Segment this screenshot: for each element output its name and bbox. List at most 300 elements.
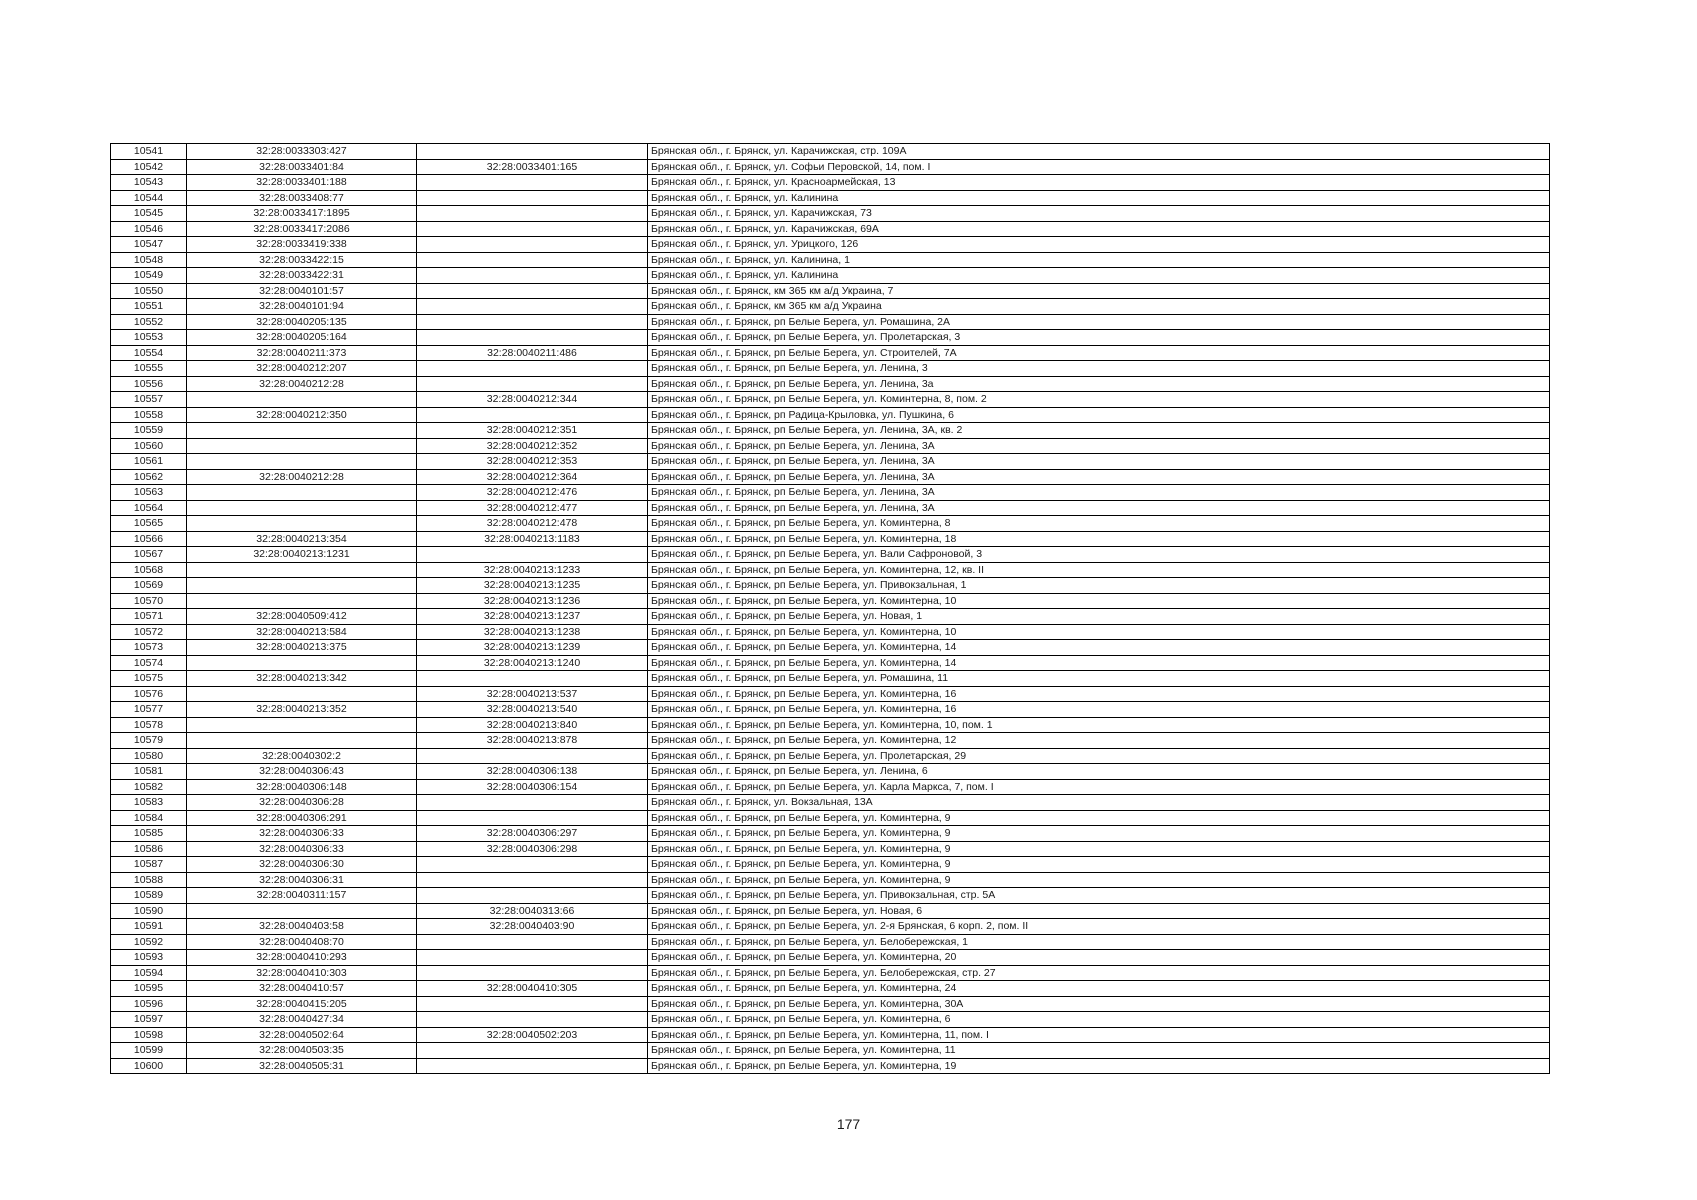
row-number-cell: 10598 [111, 1027, 187, 1043]
address-cell: Брянская обл., г. Брянск, рп Белые Берега, ул. Коминтерна, 9 [648, 872, 1550, 888]
related-cadastral-number-cell: 32:28:0040410:305 [417, 981, 648, 997]
related-cadastral-number-cell: 32:28:0040212:352 [417, 438, 648, 454]
row-number-cell: 10558 [111, 407, 187, 423]
cadastral-number-cell: 32:28:0033422:31 [187, 268, 417, 284]
cadastral-number-cell: 32:28:0040306:31 [187, 872, 417, 888]
row-number-cell: 10597 [111, 1012, 187, 1028]
row-number-cell: 10594 [111, 965, 187, 981]
address-cell: Брянская обл., г. Брянск, рп Белые Берега, ул. Ленина, 3А [648, 454, 1550, 470]
related-cadastral-number-cell: 32:28:0040213:1236 [417, 593, 648, 609]
row-number-cell: 10575 [111, 671, 187, 687]
row-number-cell: 10563 [111, 485, 187, 501]
table-row [111, 175, 1550, 191]
cadastral-number-cell: 32:28:0040213:584 [187, 624, 417, 640]
address-cell: Брянская обл., г. Брянск, рп Белые Берега, ул. Коминтерна, 9 [648, 857, 1550, 873]
address-cell: Брянская обл., г. Брянск, рп Белые Берега, ул. Коминтерна, 10 [648, 624, 1550, 640]
cadastral-number-cell: 32:28:0040306:28 [187, 795, 417, 811]
cadastral-number-cell: 32:28:0040211:373 [187, 345, 417, 361]
related-cadastral-number-cell: 32:28:0040212:478 [417, 516, 648, 532]
row-number-cell: 10567 [111, 547, 187, 563]
related-cadastral-number-cell: 32:28:0040213:537 [417, 686, 648, 702]
related-cadastral-number-cell [417, 190, 648, 206]
address-cell: Брянская обл., г. Брянск, рп Белые Берега, ул. Коминтерна, 16 [648, 702, 1550, 718]
table-row [111, 500, 1550, 516]
related-cadastral-number-cell: 32:28:0040211:486 [417, 345, 648, 361]
address-cell: Брянская обл., г. Брянск, рп Белые Берега, ул. Коминтерна, 12 [648, 733, 1550, 749]
related-cadastral-number-cell: 32:28:0033401:165 [417, 159, 648, 175]
related-cadastral-number-cell: 32:28:0040212:351 [417, 423, 648, 439]
row-number-cell: 10566 [111, 531, 187, 547]
table-row [111, 934, 1550, 950]
cadastral-number-cell: 32:28:0040205:164 [187, 330, 417, 346]
row-number-cell: 10573 [111, 640, 187, 656]
related-cadastral-number-cell [417, 252, 648, 268]
row-number-cell: 10562 [111, 469, 187, 485]
row-number-cell: 10551 [111, 299, 187, 315]
address-cell: Брянская обл., г. Брянск, рп Белые Берега, ул. Белобережская, 1 [648, 934, 1550, 950]
related-cadastral-number-cell: 32:28:0040213:1233 [417, 562, 648, 578]
cadastral-number-cell [187, 562, 417, 578]
cadastral-number-cell [187, 485, 417, 501]
related-cadastral-number-cell [417, 175, 648, 191]
address-cell: Брянская обл., г. Брянск, рп Белые Берега, ул. Ленина, 3А, кв. 2 [648, 423, 1550, 439]
row-number-cell: 10564 [111, 500, 187, 516]
table-row [111, 221, 1550, 237]
table-row [111, 795, 1550, 811]
table-row [111, 361, 1550, 377]
related-cadastral-number-cell [417, 144, 648, 160]
table-row [111, 547, 1550, 563]
row-number-cell: 10586 [111, 841, 187, 857]
row-number-cell: 10596 [111, 996, 187, 1012]
related-cadastral-number-cell [417, 934, 648, 950]
cadastral-number-cell: 32:28:0040212:350 [187, 407, 417, 423]
table-row [111, 1058, 1550, 1074]
cadastral-number-cell: 32:28:0040212:207 [187, 361, 417, 377]
related-cadastral-number-cell [417, 1058, 648, 1074]
address-cell: Брянская обл., г. Брянск, рп Белые Берега, ул. Коминтерна, 11, пом. I [648, 1027, 1550, 1043]
related-cadastral-number-cell [417, 857, 648, 873]
related-cadastral-number-cell [417, 996, 648, 1012]
table-row [111, 330, 1550, 346]
address-cell: Брянская обл., г. Брянск, рп Белые Берега, ул. Коминтерна, 14 [648, 655, 1550, 671]
row-number-cell: 10561 [111, 454, 187, 470]
related-cadastral-number-cell: 32:28:0040213:1183 [417, 531, 648, 547]
cadastral-number-cell [187, 516, 417, 532]
table-row [111, 485, 1550, 501]
address-cell: Брянская обл., г. Брянск, рп Белые Берега, ул. Пролетарская, 29 [648, 748, 1550, 764]
related-cadastral-number-cell [417, 872, 648, 888]
address-cell: Брянская обл., г. Брянск, рп Белые Берега, ул. Вали Сафроновой, 3 [648, 547, 1550, 563]
related-cadastral-number-cell: 32:28:0040212:477 [417, 500, 648, 516]
row-number-cell: 10553 [111, 330, 187, 346]
address-cell: Брянская обл., г. Брянск, рп Белые Берега, ул. Карла Маркса, 7, пом. I [648, 779, 1550, 795]
row-number-cell: 10593 [111, 950, 187, 966]
address-cell: Брянская обл., г. Брянск, ул. Карачижская, 69А [648, 221, 1550, 237]
row-number-cell: 10591 [111, 919, 187, 935]
table-row [111, 888, 1550, 904]
table-row [111, 469, 1550, 485]
page-number: 177 [836, 1116, 861, 1132]
cadastral-number-cell [187, 686, 417, 702]
related-cadastral-number-cell [417, 748, 648, 764]
cadastral-number-cell: 32:28:0040306:291 [187, 810, 417, 826]
table-row [111, 764, 1550, 780]
table-row [111, 314, 1550, 330]
table-row [111, 857, 1550, 873]
table-row [111, 438, 1550, 454]
related-cadastral-number-cell [417, 268, 648, 284]
row-number-cell: 10583 [111, 795, 187, 811]
row-number-cell: 10581 [111, 764, 187, 780]
address-cell: Брянская обл., г. Брянск, рп Белые Берега, ул. Коминтерна, 8, пом. 2 [648, 392, 1550, 408]
table-row [111, 686, 1550, 702]
cadastral-number-cell [187, 423, 417, 439]
address-cell: Брянская обл., г. Брянск, рп Белые Берега, ул. Коминтерна, 8 [648, 516, 1550, 532]
row-number-cell: 10570 [111, 593, 187, 609]
related-cadastral-number-cell [417, 888, 648, 904]
cadastral-number-cell: 32:28:0040213:352 [187, 702, 417, 718]
address-cell: Брянская обл., г. Брянск, рп Белые Берега, ул. Пролетарская, 3 [648, 330, 1550, 346]
related-cadastral-number-cell [417, 1043, 648, 1059]
address-cell: Брянская обл., г. Брянск, рп Белые Берега, ул. Коминтерна, 18 [648, 531, 1550, 547]
related-cadastral-number-cell: 32:28:0040213:1235 [417, 578, 648, 594]
cadastral-number-cell [187, 392, 417, 408]
row-number-cell: 10592 [111, 934, 187, 950]
row-number-cell: 10541 [111, 144, 187, 160]
table-row [111, 1043, 1550, 1059]
related-cadastral-number-cell [417, 950, 648, 966]
table-row [111, 299, 1550, 315]
address-cell: Брянская обл., г. Брянск, рп Белые Берега, ул. Привокзальная, 1 [648, 578, 1550, 594]
related-cadastral-number-cell: 32:28:0040213:1239 [417, 640, 648, 656]
cadastral-number-cell: 32:28:0040311:157 [187, 888, 417, 904]
row-number-cell: 10555 [111, 361, 187, 377]
cadastral-number-cell: 32:28:0040503:35 [187, 1043, 417, 1059]
address-cell: Брянская обл., г. Брянск, рп Белые Берега, ул. Коминтерна, 10 [648, 593, 1550, 609]
related-cadastral-number-cell [417, 237, 648, 253]
related-cadastral-number-cell [417, 299, 648, 315]
cadastral-number-cell [187, 733, 417, 749]
address-cell: Брянская обл., г. Брянск, рп Белые Берега, ул. Коминтерна, 9 [648, 826, 1550, 842]
cadastral-number-cell: 32:28:0033303:427 [187, 144, 417, 160]
address-cell: Брянская обл., г. Брянск, рп Белые Берега, ул. Коминтерна, 12, кв. II [648, 562, 1550, 578]
row-number-cell: 10544 [111, 190, 187, 206]
address-cell: Брянская обл., г. Брянск, км 365 км а/д Украина [648, 299, 1550, 315]
row-number-cell: 10546 [111, 221, 187, 237]
address-cell: Брянская обл., г. Брянск, рп Белые Берега, ул. Новая, 6 [648, 903, 1550, 919]
table-row [111, 965, 1550, 981]
address-cell: Брянская обл., г. Брянск, рп Белые Берега, ул. Ленина, 3А [648, 500, 1550, 516]
address-cell: Брянская обл., г. Брянск, рп Белые Берега, ул. Ленина, 6 [648, 764, 1550, 780]
cadastral-number-cell: 32:28:0040302:2 [187, 748, 417, 764]
address-cell: Брянская обл., г. Брянск, ул. Карачижская, стр. 109А [648, 144, 1550, 160]
address-cell: Брянская обл., г. Брянск, рп Белые Берега, ул. Ленина, 3а [648, 376, 1550, 392]
table-row [111, 702, 1550, 718]
related-cadastral-number-cell [417, 547, 648, 563]
row-number-cell: 10545 [111, 206, 187, 222]
cadastral-number-cell: 32:28:0040410:293 [187, 950, 417, 966]
address-cell: Брянская обл., г. Брянск, рп Белые Берега, ул. Ромашина, 2А [648, 314, 1550, 330]
cadastral-number-cell: 32:28:0033419:338 [187, 237, 417, 253]
row-number-cell: 10550 [111, 283, 187, 299]
address-cell: Брянская обл., г. Брянск, ул. Калинина, 1 [648, 252, 1550, 268]
row-number-cell: 10574 [111, 655, 187, 671]
cadastral-number-cell [187, 655, 417, 671]
table-row [111, 283, 1550, 299]
row-number-cell: 10590 [111, 903, 187, 919]
cadastral-number-cell: 32:28:0033401:84 [187, 159, 417, 175]
row-number-cell: 10584 [111, 810, 187, 826]
related-cadastral-number-cell: 32:28:0040213:540 [417, 702, 648, 718]
related-cadastral-number-cell [417, 1012, 648, 1028]
table-row [111, 640, 1550, 656]
address-cell: Брянская обл., г. Брянск, рп Белые Берега, ул. Ромашина, 11 [648, 671, 1550, 687]
cadastral-number-cell: 32:28:0033422:15 [187, 252, 417, 268]
row-number-cell: 10578 [111, 717, 187, 733]
cadastral-number-cell: 32:28:0040205:135 [187, 314, 417, 330]
related-cadastral-number-cell [417, 206, 648, 222]
address-cell: Брянская обл., г. Брянск, ул. Калинина [648, 268, 1550, 284]
cadastral-number-cell [187, 500, 417, 516]
cadastral-number-cell: 32:28:0033408:77 [187, 190, 417, 206]
address-cell: Брянская обл., г. Брянск, рп Белые Берега, ул. Коминтерна, 19 [648, 1058, 1550, 1074]
address-cell: Брянская обл., г. Брянск, рп Белые Берега, ул. Ленина, 3А [648, 485, 1550, 501]
related-cadastral-number-cell [417, 376, 648, 392]
table-row [111, 392, 1550, 408]
table-row [111, 531, 1550, 547]
table-row [111, 376, 1550, 392]
row-number-cell: 10599 [111, 1043, 187, 1059]
row-number-cell: 10552 [111, 314, 187, 330]
row-number-cell: 10582 [111, 779, 187, 795]
address-cell: Брянская обл., г. Брянск, рп Белые Берега, ул. Коминтерна, 24 [648, 981, 1550, 997]
cadastral-number-cell: 32:28:0040408:70 [187, 934, 417, 950]
cadastral-number-cell: 32:28:0040212:28 [187, 469, 417, 485]
address-cell: Брянская обл., г. Брянск, рп Белые Берега, ул. Новая, 1 [648, 609, 1550, 625]
row-number-cell: 10543 [111, 175, 187, 191]
table-row [111, 919, 1550, 935]
related-cadastral-number-cell: 32:28:0040212:476 [417, 485, 648, 501]
cadastral-number-cell: 32:28:0040509:412 [187, 609, 417, 625]
table-row [111, 872, 1550, 888]
cadastral-number-cell: 32:28:0040213:1231 [187, 547, 417, 563]
related-cadastral-number-cell [417, 330, 648, 346]
cadastral-number-cell: 32:28:0040101:57 [187, 283, 417, 299]
row-number-cell: 10571 [111, 609, 187, 625]
table-row [111, 407, 1550, 423]
row-number-cell: 10595 [111, 981, 187, 997]
row-number-cell: 10560 [111, 438, 187, 454]
row-number-cell: 10568 [111, 562, 187, 578]
row-number-cell: 10580 [111, 748, 187, 764]
cadastral-number-cell: 32:28:0040213:342 [187, 671, 417, 687]
table-row [111, 841, 1550, 857]
cadastral-number-cell [187, 454, 417, 470]
address-cell: Брянская обл., г. Брянск, рп Белые Берега, ул. Коминтерна, 9 [648, 810, 1550, 826]
table-row [111, 1012, 1550, 1028]
row-number-cell: 10587 [111, 857, 187, 873]
address-cell: Брянская обл., г. Брянск, рп Белые Берега, ул. Ленина, 3 [648, 361, 1550, 377]
address-cell: Брянская обл., г. Брянск, рп Белые Берега, ул. Коминтерна, 16 [648, 686, 1550, 702]
related-cadastral-number-cell: 32:28:0040213:1240 [417, 655, 648, 671]
registry-table-body [111, 144, 1550, 1074]
related-cadastral-number-cell: 32:28:0040313:66 [417, 903, 648, 919]
related-cadastral-number-cell: 32:28:0040213:1237 [417, 609, 648, 625]
related-cadastral-number-cell [417, 221, 648, 237]
cadastral-number-cell: 32:28:0040101:94 [187, 299, 417, 315]
row-number-cell: 10577 [111, 702, 187, 718]
table-row [111, 252, 1550, 268]
address-cell: Брянская обл., г. Брянск, ул. Вокзальная, 13А [648, 795, 1550, 811]
cadastral-number-cell: 32:28:0040502:64 [187, 1027, 417, 1043]
related-cadastral-number-cell [417, 965, 648, 981]
address-cell: Брянская обл., г. Брянск, ул. Софьи Перовской, 14, пом. I [648, 159, 1550, 175]
related-cadastral-number-cell: 32:28:0040306:138 [417, 764, 648, 780]
cadastral-number-cell: 32:28:0040306:33 [187, 826, 417, 842]
table-row [111, 206, 1550, 222]
row-number-cell: 10565 [111, 516, 187, 532]
address-cell: Брянская обл., г. Брянск, рп Белые Берега, ул. Ленина, 3А [648, 469, 1550, 485]
related-cadastral-number-cell: 32:28:0040212:364 [417, 469, 648, 485]
row-number-cell: 10569 [111, 578, 187, 594]
table-row [111, 423, 1550, 439]
table-row [111, 981, 1550, 997]
related-cadastral-number-cell [417, 361, 648, 377]
related-cadastral-number-cell: 32:28:0040213:840 [417, 717, 648, 733]
table-row [111, 810, 1550, 826]
row-number-cell: 10579 [111, 733, 187, 749]
address-cell: Брянская обл., г. Брянск, рп Белые Берега, ул. Ленина, 3А [648, 438, 1550, 454]
row-number-cell: 10585 [111, 826, 187, 842]
related-cadastral-number-cell [417, 795, 648, 811]
address-cell: Брянская обл., г. Брянск, км 365 км а/д Украина, 7 [648, 283, 1550, 299]
table-row [111, 748, 1550, 764]
table-row [111, 562, 1550, 578]
row-number-cell: 10548 [111, 252, 187, 268]
row-number-cell: 10576 [111, 686, 187, 702]
address-cell: Брянская обл., г. Брянск, рп Белые Берега, ул. Строителей, 7А [648, 345, 1550, 361]
related-cadastral-number-cell: 32:28:0040502:203 [417, 1027, 648, 1043]
cadastral-number-cell: 32:28:0040410:57 [187, 981, 417, 997]
cadastral-number-cell: 32:28:0040306:148 [187, 779, 417, 795]
table-row [111, 903, 1550, 919]
cadastral-number-cell [187, 717, 417, 733]
table-row [111, 717, 1550, 733]
table-row [111, 159, 1550, 175]
row-number-cell: 10600 [111, 1058, 187, 1074]
table-row [111, 733, 1550, 749]
table-row [111, 516, 1550, 532]
cadastral-number-cell: 32:28:0040306:33 [187, 841, 417, 857]
table-row [111, 950, 1550, 966]
row-number-cell: 10549 [111, 268, 187, 284]
cadastral-number-cell: 32:28:0040213:375 [187, 640, 417, 656]
row-number-cell: 10554 [111, 345, 187, 361]
cadastral-number-cell: 32:28:0033401:188 [187, 175, 417, 191]
table-row [111, 671, 1550, 687]
cadastral-number-cell [187, 593, 417, 609]
cadastral-number-cell: 32:28:0040212:28 [187, 376, 417, 392]
related-cadastral-number-cell: 32:28:0040213:878 [417, 733, 648, 749]
table-row [111, 609, 1550, 625]
address-cell: Брянская обл., г. Брянск, рп Белые Берега, ул. 2-я Брянская, 6 корп. 2, пом. II [648, 919, 1550, 935]
table-row [111, 578, 1550, 594]
address-cell: Брянская обл., г. Брянск, ул. Красноармейская, 13 [648, 175, 1550, 191]
related-cadastral-number-cell [417, 810, 648, 826]
address-cell: Брянская обл., г. Брянск, рп Радица-Крыловка, ул. Пушкина, 6 [648, 407, 1550, 423]
cadastral-number-cell: 32:28:0033417:2086 [187, 221, 417, 237]
table-row [111, 268, 1550, 284]
address-cell: Брянская обл., г. Брянск, рп Белые Берега, ул. Коминтерна, 9 [648, 841, 1550, 857]
row-number-cell: 10556 [111, 376, 187, 392]
registry-table [110, 143, 1550, 1074]
address-cell: Брянская обл., г. Брянск, рп Белые Берега, ул. Коминтерна, 30А [648, 996, 1550, 1012]
table-row [111, 779, 1550, 795]
related-cadastral-number-cell [417, 407, 648, 423]
address-cell: Брянская обл., г. Брянск, рп Белые Берега, ул. Коминтерна, 14 [648, 640, 1550, 656]
table-row [111, 144, 1550, 160]
cadastral-number-cell [187, 578, 417, 594]
cadastral-number-cell: 32:28:0040306:30 [187, 857, 417, 873]
table-row [111, 345, 1550, 361]
address-cell: Брянская обл., г. Брянск, ул. Калинина [648, 190, 1550, 206]
table-row [111, 237, 1550, 253]
address-cell: Брянская обл., г. Брянск, ул. Карачижская, 73 [648, 206, 1550, 222]
row-number-cell: 10588 [111, 872, 187, 888]
cadastral-number-cell: 32:28:0033417:1895 [187, 206, 417, 222]
table-row [111, 655, 1550, 671]
related-cadastral-number-cell: 32:28:0040212:344 [417, 392, 648, 408]
cadastral-number-cell: 32:28:0040410:303 [187, 965, 417, 981]
address-cell: Брянская обл., г. Брянск, рп Белые Берега, ул. Привокзальная, стр. 5А [648, 888, 1550, 904]
address-cell: Брянская обл., г. Брянск, рп Белые Берега, ул. Коминтерна, 11 [648, 1043, 1550, 1059]
related-cadastral-number-cell [417, 314, 648, 330]
row-number-cell: 10542 [111, 159, 187, 175]
address-cell: Брянская обл., г. Брянск, ул. Урицкого, 126 [648, 237, 1550, 253]
table-row [111, 190, 1550, 206]
cadastral-number-cell: 32:28:0040415:205 [187, 996, 417, 1012]
address-cell: Брянская обл., г. Брянск, рп Белые Берега, ул. Коминтерна, 20 [648, 950, 1550, 966]
related-cadastral-number-cell: 32:28:0040306:154 [417, 779, 648, 795]
table-row [111, 826, 1550, 842]
cadastral-number-cell: 32:28:0040427:34 [187, 1012, 417, 1028]
address-cell: Брянская обл., г. Брянск, рп Белые Берега, ул. Коминтерна, 10, пом. 1 [648, 717, 1550, 733]
cadastral-number-cell: 32:28:0040403:58 [187, 919, 417, 935]
table-row [111, 454, 1550, 470]
related-cadastral-number-cell: 32:28:0040306:298 [417, 841, 648, 857]
related-cadastral-number-cell: 32:28:0040212:353 [417, 454, 648, 470]
related-cadastral-number-cell [417, 283, 648, 299]
cadastral-number-cell [187, 903, 417, 919]
table-row [111, 593, 1550, 609]
row-number-cell: 10559 [111, 423, 187, 439]
related-cadastral-number-cell [417, 671, 648, 687]
row-number-cell: 10589 [111, 888, 187, 904]
row-number-cell: 10557 [111, 392, 187, 408]
related-cadastral-number-cell: 32:28:0040213:1238 [417, 624, 648, 640]
table-row [111, 624, 1550, 640]
row-number-cell: 10547 [111, 237, 187, 253]
table-row [111, 996, 1550, 1012]
address-cell: Брянская обл., г. Брянск, рп Белые Берега, ул. Коминтерна, 6 [648, 1012, 1550, 1028]
table-row [111, 1027, 1550, 1043]
related-cadastral-number-cell: 32:28:0040306:297 [417, 826, 648, 842]
cadastral-number-cell: 32:28:0040505:31 [187, 1058, 417, 1074]
cadastral-number-cell: 32:28:0040306:43 [187, 764, 417, 780]
cadastral-number-cell [187, 438, 417, 454]
related-cadastral-number-cell: 32:28:0040403:90 [417, 919, 648, 935]
